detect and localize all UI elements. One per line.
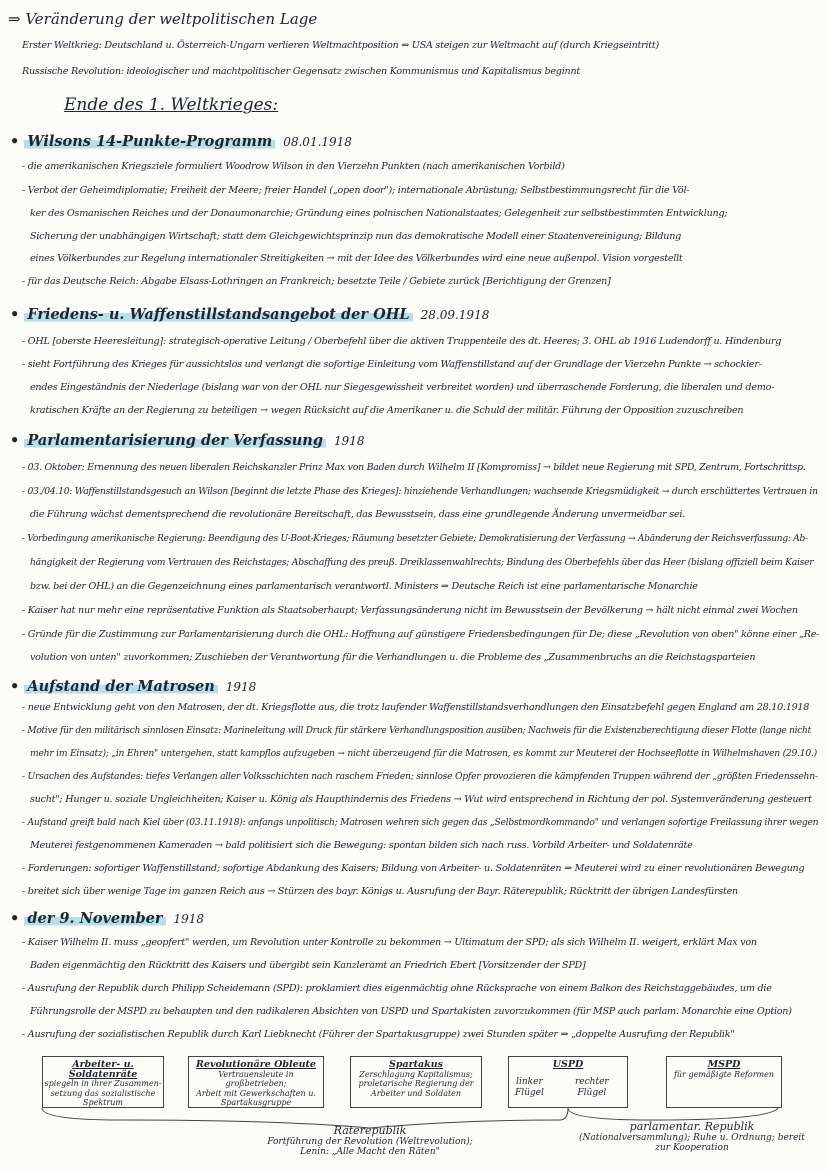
- text-line: Führungsrolle der MSPD zu behaupten und den radikaleren Absichten von USPD und Spartakisten zuvorzukommen (für MSP auch parlam. Monarchie eine Option): [30, 1006, 792, 1017]
- page-title: ⇒ Veränderung der weltpolitischen Lage: [8, 10, 318, 28]
- text-line: - für das Deutsche Reich: Abgabe Elsass-Lothringen an Frankreich; besetzte Teile / Gebiete zurück [Berichtigung der Grenzen]: [22, 276, 611, 287]
- text-line: - Ausrufung der Republik durch Philipp Scheidemann (SPD): proklamiert dies eigenmächtig ohne Rücksprache von einem Balkon des Reichstaggebäudes, um die: [22, 983, 772, 994]
- text-line: - Vorbedingung amerikanische Regierung: Beendigung des U-Boot-Krieges; Räumung besetzter Gebiete; Demokratisierung der Verfassung → Abänderung der Reichsverfassung: Ab-: [22, 534, 808, 544]
- section-heading: Ende des 1. Weltkrieges:: [64, 95, 279, 115]
- box-uspd: USPD linker Flügel rechter Flügel: [508, 1056, 628, 1108]
- text-line: eines Völkerbundes zur Regelung internationaler Streitigkeiten → mit der Idee des Völkerbundes wird eine neue außenpol. Vision vorgestellt: [30, 253, 683, 264]
- text-line: - 03. Oktober: Ernennung des neuen liberalen Reichskanzler Prinz Max von Baden durch Wilhelm II [Kompromiss] → bildet neue Regierung mit SPD, Zentrum, Fortschrittsp.: [22, 462, 806, 473]
- box-revolutionaere-obleute: Revolutionäre Obleute Vertrauensleute in großbetrieben; Arbeit mit Gewerkschaften u. Spartakusgruppe: [188, 1056, 324, 1108]
- label-raeterepublik: Räterepublik Fortführung der Revolution (Weltrevolution); Lenin: „Alle Macht den Räten": [267, 1124, 473, 1157]
- box-mspd: MSPD für gemäßigte Reformen: [666, 1056, 782, 1108]
- section-november-title: • der 9. November 1918: [10, 910, 205, 927]
- text-line: sucht"; Hunger u. soziale Ungleichheiten; Kaiser u. König als Haupthindernis des Friedens → Wut wird entsprechend in Richtung der pol. Systemveränderung gesteuert: [30, 794, 812, 805]
- text-line: - neue Entwicklung geht von den Matrosen, der dt. Kriegsflotte aus, die trotz laufender Waffenstillstandsverhandlungen den Einsatzbefehl gegen England am 28.10.1918: [22, 702, 810, 713]
- text-line: - Aufstand greift bald nach Kiel über (03.11.1918): anfangs unpolitisch; Matrosen wehren sich gegen das „Selbstmordkommando" und verlangen sofortige Freilassung ihrer wegen: [22, 817, 819, 828]
- box-arbeiter-soldatenraete: Arbeiter- u. Soldatenräte spiegeln in ihrer Zusammen- setzung das sozialistische Spektrum: [42, 1056, 164, 1108]
- intro-line: Russische Revolution: ideologischer und machtpolitischer Gegensatz zwischen Kommunismus und Kapitalismus beginnt: [22, 66, 580, 77]
- section-parlament-title: • Parlamentarisierung der Verfassung 1918: [10, 432, 365, 449]
- box-spartakus: Spartakus Zerschlagung Kapitalismus; proletarische Regierung der Arbeiter und Soldaten: [350, 1056, 482, 1108]
- text-line: kratischen Kräfte an der Regierung zu beteiligen → wegen Rücksicht auf die Amerikaner u. die Schuld der militär. Führung der Opposition zuzuschreiben: [30, 405, 744, 416]
- text-line: Baden eigenmächtig den Rücktritt des Kaisers und übergibt sein Kanzleramt an Friedrich Ebert [Vorsitzender der SPD]: [30, 960, 586, 971]
- text-line: - Motive für den militärisch sinnlosen Einsatz: Marineleitung will Druck für stärkere Verhandlungsposition ausüben; Nachweis für die Existenzberechtigung dieser Flotte (lange nicht: [22, 726, 811, 736]
- text-line: endes Eingeständnis der Niederlage (bislang war von der OHL nur Siegesgewissheit verbreitet worden) und überraschende Forderung, die liberalen und demo-: [30, 382, 775, 393]
- text-line: mehr im Einsatz); „in Ehren" untergehen, statt kampflos aufzugeben → nicht überzeugend für die Matrosen, es kommt zur Meuterei der Hochseeflotte in Wilhelmshaven (29.10.): [30, 748, 817, 759]
- text-line: - Gründe für die Zustimmung zur Parlamentarisierung durch die OHL: Hoffnung auf günstigere Friedensbedingungen für De; diese „Revolution von oben" könne einer „Re-: [22, 629, 820, 640]
- text-line: Sicherung der unabhängigen Wirtschaft; statt dem Gleichgewichtsprinzip nun das demokratische Modell einer Staatenvereinigung; Bildung: [30, 231, 682, 242]
- text-line: - Kaiser hat nur mehr eine repräsentative Funktion als Staatsoberhaupt; Verfassungsänderung nicht im Bewusstsein der Bevölkerung → hält nicht einmal zwei Wochen: [22, 605, 798, 616]
- text-line: volution von unten" zuvorkommen; Zuschieben der Verantwortung für die Verhandlungen u. die Probleme des „Zusammenbruchs an die Reichstagsparteien: [30, 652, 756, 663]
- text-line: - OHL [oberste Heeresleitung]: strategisch-operative Leitung / Oberbefehl über die aktiven Truppenteile des dt. Heeres; 3. OHL ab 1916 Ludendorff u. Hindenburg: [22, 336, 782, 347]
- section-wilson-title: • Wilsons 14-Punkte-Programm 08.01.1918: [10, 133, 352, 150]
- section-matrosen-title: • Aufstand der Matrosen 1918: [10, 678, 257, 695]
- text-line: bzw. bei der OHL) an die Gegenzeichnung eines parlamentarisch verantwortl. Ministers ⇒ Deutsche Reich ist eine parlamentarische Monarchie: [30, 581, 698, 592]
- label-parlamentarische-republik: parlamentar. Republik (Nationalversammlung); Ruhe u. Ordnung; bereit zur Kooperation: [579, 1120, 805, 1153]
- text-line: - 03./04.10: Waffenstillstandsgesuch an Wilson [beginnt die letzte Phase des Krieges]: hinziehende Verhandlungen; wachsende Kriegsmüdigkeit → durch erschüttertes Vertrauen in: [22, 486, 818, 497]
- text-line: - breitet sich über wenige Tage im ganzen Reich aus → Stürzen des bayr. Königs u. Ausrufung der Bayr. Räterepublik; Rücktritt der übrigen Landesfürsten: [22, 886, 738, 897]
- text-line: - Kaiser Wilhelm II. muss „geopfert" werden, um Revolution unter Kontrolle zu bekommen → Ultimatum der SPD; als sich Wilhelm II. weigert, erklärt Max von: [22, 937, 757, 948]
- text-line: ker des Osmanischen Reiches und der Donaumonarchie; Gründung eines polnischen Nationalstaates; Gelegenheit zur selbstbestimmten Entwicklung;: [30, 208, 728, 219]
- text-line: - sieht Fortführung des Krieges für aussichtslos und verlangt die sofortige Einleitung vom Waffenstillstand auf der Grundlage der Vierzehn Punkte → schockier-: [22, 359, 762, 370]
- intro-line: Erster Weltkrieg: Deutschland u. Österreich-Ungarn verlieren Weltmachtposition ⇔ USA steigen zur Weltmacht auf (durch Kriegseintritt): [22, 40, 660, 51]
- text-line: Meuterei festgenommenen Kameraden → bald politisiert sich die Bewegung: spontan bilden sich nach russ. Vorbild Arbeiter- und Soldatenräte: [30, 840, 693, 851]
- text-line: - die amerikanischen Kriegsziele formuliert Woodrow Wilson in den Vierzehn Punkten (nach amerikanischen Vorbild): [22, 161, 565, 172]
- text-line: - Ausrufung der sozialistischen Republik durch Karl Liebknecht (Führer der Spartakusgruppe) zwei Stunden später ⇒ „doppelte Ausrufung der Republik": [22, 1029, 735, 1040]
- text-line: hängigkeit der Regierung vom Vertrauen des Reichstages; Abschaffung des preuß. Dreiklassenwahlrechts; Bindung des Oberbefehls über das Heer (bislang offiziell beim Kaiser: [30, 557, 814, 568]
- section-ohl-title: • Friedens- u. Waffenstillstandsangebot der OHL 28.09.1918: [10, 306, 490, 323]
- text-line: die Führung wächst dementsprechend die revolutionäre Bereitschaft, das Bewusstsein, dass eine grundlegende Änderung unvermeidbar sei.: [30, 509, 686, 520]
- text-line: - Verbot der Geheimdiplomatie; Freiheit der Meere; freier Handel („open door"); internationale Abrüstung; Selbstbestimmungsrecht für die Völ-: [22, 185, 690, 196]
- text-line: - Forderungen: sofortiger Waffenstillstand; sofortige Abdankung des Kaisers; Bildung von Arbeiter- u. Soldatenräten ⇒ Meuterei wird zu einer revolutionären Bewegung: [22, 863, 805, 874]
- text-line: - Ursachen des Aufstandes: tiefes Verlangen aller Volksschichten nach raschem Frieden; sinnlose Opfer provozieren die kämpfenden Truppen während der „größten Friedenssehn-: [22, 771, 818, 782]
